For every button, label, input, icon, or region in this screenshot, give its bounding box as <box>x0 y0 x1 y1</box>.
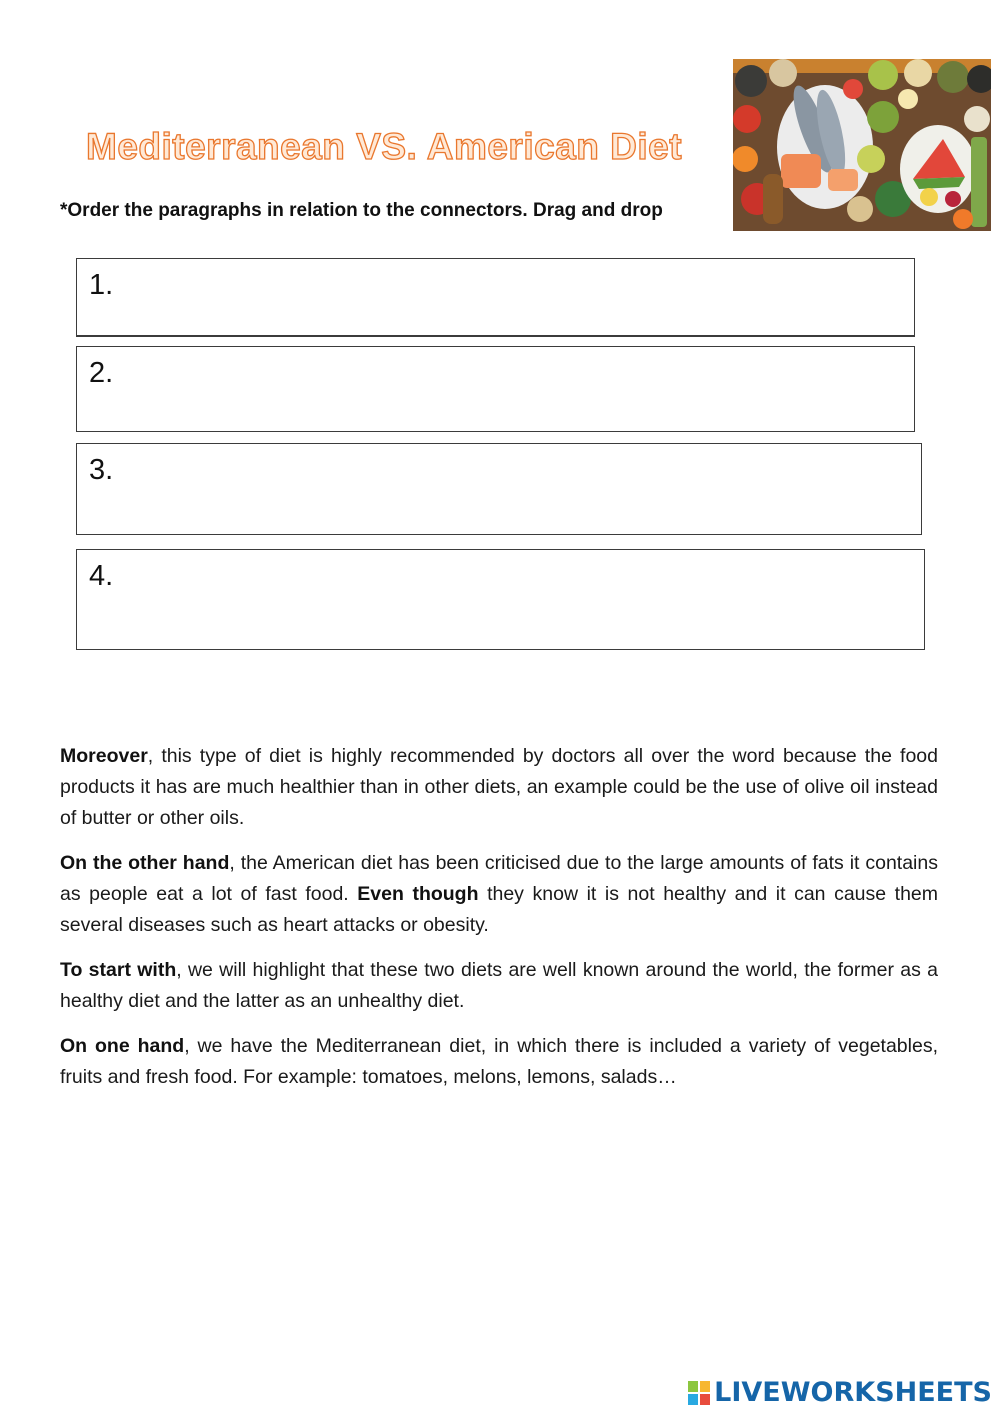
instruction-text <box>60 200 663 222</box>
paragraph-text: they know it is not healthy and it can cause them several diseases such as heart attacks or obesity. <box>60 883 939 936</box>
connector-word: To start with <box>60 959 177 981</box>
worksheet-title: Mediterranean VS. American Diet <box>86 126 683 167</box>
drop-zone-3[interactable] <box>76 443 922 535</box>
instruction-label: Order the paragraphs in relation to the connectors. Drag and drop <box>67 200 663 221</box>
liveworksheets-logo <box>688 1377 992 1408</box>
paragraph-to-start-with[interactable] <box>60 955 938 1017</box>
drop-zone-4[interactable] <box>76 549 925 650</box>
drop-zone-number: 3. <box>89 454 114 486</box>
food-collage-image <box>733 59 991 231</box>
paragraph-on-one-hand[interactable] <box>60 1031 938 1093</box>
liveworksheets-logo-icon <box>688 1381 710 1405</box>
connector-word: On the other hand <box>60 852 230 874</box>
drop-zone-2[interactable] <box>76 346 915 432</box>
drop-zone-number: 1. <box>89 269 114 301</box>
instruction-star: * <box>60 200 68 221</box>
drop-zone-1[interactable] <box>76 258 915 337</box>
paragraph-text: , we will highlight that these two diets are well known around the world, the former as a healthy diet and the latter as an unhealthy diet. <box>60 959 938 1012</box>
paragraph-moreover[interactable] <box>60 741 938 834</box>
paragraph-text: , this type of diet is highly recommended by doctors all over the word because the food products it has are much healthier than in other diets, an example could be the use of olive oil instead of butter or other oils. <box>60 745 938 829</box>
drop-zone-number: 2. <box>89 357 114 389</box>
paragraph-text: , we have the Mediterranean diet, in which there is included a variety of vegetables, fruits and fresh food. For example: tomatoes, melons, lemons, salads… <box>60 1035 938 1088</box>
liveworksheets-brand: LIVEWORKSHEETS <box>714 1377 992 1408</box>
connector-word: On one hand <box>60 1035 185 1057</box>
connector-word: Moreover <box>60 745 148 767</box>
draggable-paragraphs <box>60 741 938 1107</box>
paragraph-on-the-other-hand[interactable] <box>60 848 938 941</box>
paragraph-text: , the American diet has been criticised due to the large amounts of fats it contains as people eat a lot of fast food. <box>60 852 938 905</box>
drop-zone-number: 4. <box>89 560 114 592</box>
connector-word: Even though <box>357 883 479 905</box>
